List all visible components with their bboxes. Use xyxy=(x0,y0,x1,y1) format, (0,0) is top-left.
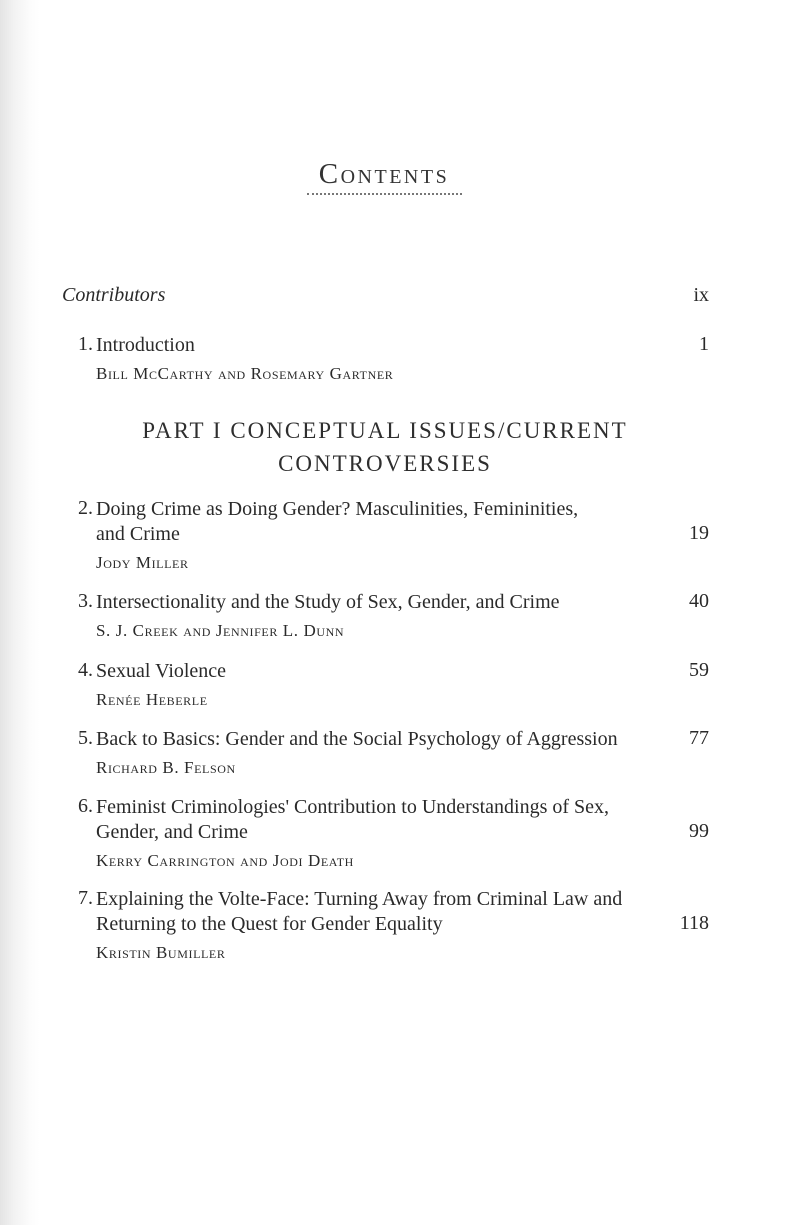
chapter-title-line1: Doing Crime as Doing Gender? Masculinities, Femininities, xyxy=(96,498,579,520)
contributors-page: ix xyxy=(693,284,709,306)
title-dotted-rule xyxy=(307,193,462,195)
chapter-page: 77 xyxy=(689,727,709,749)
chapter-number: 5. xyxy=(78,727,93,749)
chapter-title-line2: Gender, and Crime xyxy=(96,821,248,843)
chapter-authors: Richard B. Felson xyxy=(96,758,236,777)
chapter-authors: Kerry Carrington and Jodi Death xyxy=(96,851,354,870)
chapter-number: 7. xyxy=(78,887,93,909)
chapter-title-line2: and Crime xyxy=(96,523,180,545)
chapter-title: Back to Basics: Gender and the Social Psychology of Aggression xyxy=(96,728,618,750)
chapter-title: Sexual Violence xyxy=(96,660,227,682)
chapter-authors: Jody Miller xyxy=(96,553,189,572)
chapter-page: 1 xyxy=(699,333,709,355)
chapter-title: Introduction xyxy=(96,334,195,356)
chapter-title-line1: Explaining the Volte-Face: Turning Away from Criminal Law and xyxy=(96,888,623,910)
chapter-page: 118 xyxy=(679,912,709,934)
chapter-page: 99 xyxy=(689,820,709,842)
chapter-number: 1. xyxy=(78,333,93,355)
chapter-authors: Renée Heberle xyxy=(96,690,208,709)
part-heading-line2: CONTROVERSIES xyxy=(278,451,492,476)
chapter-number: 2. xyxy=(78,497,93,519)
chapter-title: Intersectionality and the Study of Sex, Gender, and Crime xyxy=(96,591,560,613)
chapter-title-line1: Feminist Criminologies' Contribution to Understandings of Sex, xyxy=(96,796,610,818)
chapter-number: 4. xyxy=(78,659,93,681)
chapter-number: 6. xyxy=(78,795,93,817)
chapter-title-line2: Returning to the Quest for Gender Equality xyxy=(96,913,443,935)
chapter-authors: Kristin Bumiller xyxy=(96,943,226,962)
contributors-label: Contributors xyxy=(62,284,166,306)
contents-title: Contents xyxy=(318,158,450,190)
part-heading-line1: PART I CONCEPTUAL ISSUES/CURRENT xyxy=(142,418,628,443)
chapter-authors: Bill McCarthy and Rosemary Gartner xyxy=(96,364,394,383)
chapter-page: 59 xyxy=(689,659,709,681)
chapter-page: 19 xyxy=(689,522,709,544)
chapter-number: 3. xyxy=(78,590,93,612)
chapter-authors: S. J. Creek and Jennifer L. Dunn xyxy=(96,621,345,640)
chapter-page: 40 xyxy=(689,590,709,612)
